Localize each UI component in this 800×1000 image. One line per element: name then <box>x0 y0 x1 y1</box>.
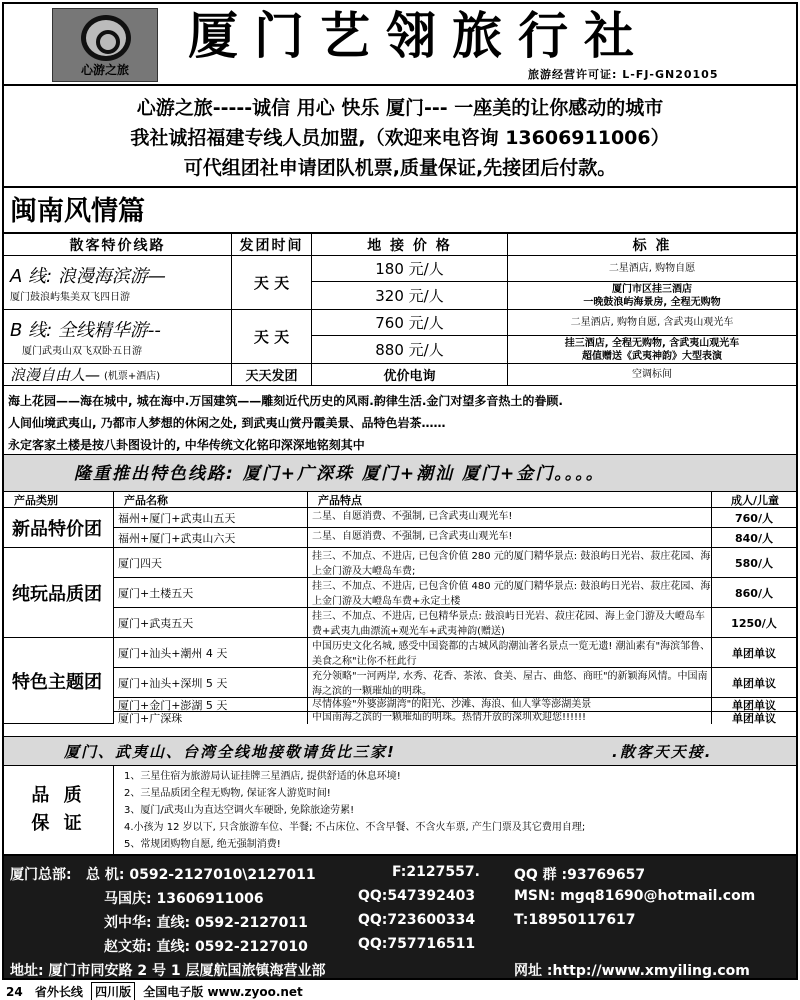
website-link[interactable]: 网址 :http://www.xmyiling.com <box>514 963 750 979</box>
product-header-feature: 产品特点 <box>308 492 712 508</box>
product-feature: 尽情体验"外婆澎湖湾"的阳光、沙滩、海浪、仙人掌等澎湖美景 <box>308 698 712 712</box>
product-feature: 挂三、不加点、不进店, 已包精华景点: 鼓浪屿日光岩、菽庄花园、海上金门游及大嶝岛车费+武夷九曲漂流+观光车+武夷神韵(赠送) <box>308 608 712 638</box>
header-route: 散客特价线路 <box>4 234 232 255</box>
mobile-phone: T:18950117617 <box>514 912 636 928</box>
quality-item: 3、厦门/武夷山为直达空调火车硬卧, 免除旅途劳累! <box>124 805 355 816</box>
contact-person-1: 马国庆: 13606911006 <box>104 891 264 907</box>
product-name: 厦门+武夷五天 <box>114 608 308 638</box>
product-name: 厦门+汕头+深圳 5 天 <box>114 668 308 698</box>
address: 地址: 厦门市同安路 2 号 1 层厦航国旅镇海营业部 <box>10 963 326 979</box>
local-service-banner <box>4 736 796 766</box>
product-name: 福州+厦门+武夷山六天 <box>114 528 308 548</box>
route-c-note: (机票+酒店) <box>104 371 161 382</box>
product-price: 1250/人 <box>712 608 796 638</box>
page-footer <box>0 982 800 1000</box>
product-price: 760/人 <box>712 508 796 528</box>
switchboard: 总 机: 0592-2127010\2127011 <box>86 867 316 883</box>
product-price: 840/人 <box>712 528 796 548</box>
advertisement-page <box>2 2 798 980</box>
category-new-special: 新品特价团 <box>4 508 114 548</box>
highlight-3: 永定客家土楼是按八卦图设计的, 中华传统文化铭印深深地铭刻其中 <box>8 438 365 452</box>
route-c-name-cell <box>4 364 232 385</box>
product-price: 单团单议 <box>712 698 796 712</box>
contact-person-2-qq: QQ:723600334 <box>358 912 476 928</box>
highlight-2: 人间仙境武夷山, 乃都市人梦想的休闲之处, 到武夷山赏丹霞美景、品特色岩茶…… <box>8 416 446 430</box>
product-price: 580/人 <box>712 548 796 578</box>
price-table-header <box>4 234 796 256</box>
page-number: 24 <box>6 985 23 999</box>
route-a-standard-2: 厦门市区挂三酒店 一晚鼓浪屿海景房, 全程无购物 <box>583 283 721 308</box>
header <box>4 4 796 86</box>
product-feature: 中国历史文化名城, 感受中国瓷都的古城风韵潮汕著名景点一览无遗! 潮汕素有"海滨邹鲁、美食之称"让你不枉此行 <box>308 638 712 668</box>
route-a-name: A 线: 浪漫海滨游— <box>10 266 166 287</box>
qq-group: QQ 群 :93769657 <box>514 867 646 883</box>
contact-section <box>4 856 796 980</box>
contact-person-3: 赵文茹: 直线: 0592-2127010 <box>104 939 308 955</box>
product-name: 厦门+广深珠 <box>114 712 308 724</box>
featured-routes-banner: 隆重推出特色线路: 厦门+广深珠 厦门+潮汕 厦门+金门。。。。 <box>4 454 796 492</box>
route-b-standard-2: 挂三酒店, 全程无购物, 含武夷山观光车 超值赠送《武夷神韵》大型表演 <box>564 337 740 362</box>
logo <box>52 8 158 82</box>
product-price: 单团单议 <box>732 712 776 724</box>
route-b-price-1: 760 元/人 <box>312 310 507 336</box>
quality-item: 5、常规团购物自愿, 绝无强制消费! <box>124 839 281 850</box>
footer-section: 省外长线 <box>34 985 83 999</box>
quality-items <box>116 768 796 853</box>
product-name: 厦门+土楼五天 <box>114 578 308 608</box>
route-b-price-2: 880 元/人 <box>375 341 444 359</box>
route-a-time: 天 天 <box>232 256 312 309</box>
contact-person-3-qq: QQ:757716511 <box>358 936 476 952</box>
category-theme: 特色主题团 <box>4 638 114 724</box>
product-header-price: 成人/儿童 <box>712 492 796 508</box>
product-feature: 挂三、不加点、不进店, 已包含价值 480 元的厦门精华景点: 鼓浪屿日光岩、菽庄花园、海上金门游及大嶝岛车费+永定土楼 <box>308 578 712 608</box>
product-price: 单团单议 <box>712 668 796 698</box>
header-standard: 标 准 <box>632 237 672 254</box>
product-feature: 二星、自愿消费、不强制, 已含武夷山观光车! <box>308 528 712 548</box>
msn-link[interactable]: MSN: mgq81690@hotmail.com <box>514 888 756 904</box>
route-a-name-cell <box>4 256 232 309</box>
license-number: 旅游经营许可证: L-FJ-GN20105 <box>528 68 719 81</box>
hq-label: 厦门总部: <box>10 867 72 883</box>
route-a-row <box>4 256 796 310</box>
route-b-time: 天 天 <box>232 310 312 363</box>
product-feature: 充分领略"一河两岸, 水秀、花香、茶浓、食美、屋古、曲悠、商旺"的新颖海风情。中国南海之滨的一颗璀灿的明珠。 <box>308 668 712 698</box>
header-time: 发团时间 <box>232 234 312 255</box>
product-name: 厦门+汕头+潮州 4 天 <box>114 638 308 668</box>
product-header-category: 产品类别 <box>4 492 114 508</box>
footer-edition: 四川版 <box>91 982 135 1000</box>
banner2-left-text: 厦门、武夷山、台湾全线地接敬请货比三家! <box>64 743 396 761</box>
route-c-standard: 空调标间 <box>632 369 672 380</box>
route-a-price-2: 320 元/人 <box>375 287 444 305</box>
quality-guarantee <box>4 766 796 856</box>
quality-label-2: 保 证 <box>31 813 86 834</box>
route-a-price-1: 180 元/人 <box>312 256 507 282</box>
product-name: 厦门四天 <box>114 548 308 578</box>
route-b-standard-1: 二星酒店, 购物自愿, 含武夷山观光车 <box>508 310 796 336</box>
route-c-row <box>4 364 796 386</box>
route-a-standard-cell <box>508 256 796 309</box>
contact-person-2: 刘中华: 直线: 0592-2127011 <box>104 915 308 931</box>
route-a-sub: 厦门鼓浪屿集美双飞四日游 <box>10 292 130 303</box>
product-feature: 挂三、不加点、不进店, 已包含价值 280 元的厦门精华景点: 鼓浪屿日光岩、菽庄花园、海上金门游及大嶝岛车费; <box>308 548 712 578</box>
footer-site[interactable]: 全国电子版 www.zyoo.net <box>143 985 303 999</box>
route-b-name: B 线: 全线精华游-- <box>10 320 161 341</box>
slogan-3: 可代组团社申请团队机票,质量保证,先接团后付款。 <box>183 157 617 179</box>
quality-label <box>4 766 114 854</box>
product-header-name: 产品名称 <box>114 492 308 508</box>
header-price: 地 接 价 格 <box>312 234 508 255</box>
quality-item: 2、三星品质团全程无购物, 保证客人游览时间! <box>124 788 331 799</box>
product-price: 单团单议 <box>712 638 796 668</box>
slogans <box>4 88 796 188</box>
route-c-name: 浪漫自由人— <box>10 366 101 384</box>
quality-label-1: 品 质 <box>31 785 86 806</box>
route-a-price-cell <box>312 256 508 309</box>
route-b-standard-cell <box>508 310 796 363</box>
logo-text: 心游之旅 <box>80 63 129 77</box>
section-title: 闽南风情篇 <box>4 190 796 234</box>
agency-title: 厦门艺翎旅行社 <box>188 7 650 65</box>
route-a-standard-1: 二星酒店, 购物自愿 <box>508 256 796 282</box>
product-feature: 中国南海之滨的一颗璀灿的明珠。热情开放的深圳欢迎您!!!!!! <box>308 712 712 724</box>
product-feature: 二星、自愿消费、不强制, 已含武夷山观光车! <box>308 508 712 528</box>
route-b-row <box>4 310 796 364</box>
route-c-price: 优价电询 <box>312 364 508 385</box>
banner2-right-text: .散客天天接. <box>612 743 713 761</box>
quality-item: 4.小孩为 12 岁以下, 只含旅游车位、半餐; 不占床位、不含早餐、不含火车票, 产生门票及其它费用自理; <box>124 822 586 833</box>
route-c-time: 天天发团 <box>232 364 312 385</box>
route-b-price-cell <box>312 310 508 363</box>
product-name: 厦门+金门+澎湖 5 天 <box>114 698 308 712</box>
highlight-1: 海上花园——海在城中, 城在海中.万国建筑——雕刻近代历史的风雨.韵律生活.金门对望多音热土的眷顾. <box>8 394 563 408</box>
product-price: 860/人 <box>712 578 796 608</box>
slogan-2: 我社诚招福建专线人员加盟,（欢迎来电咨询 13606911006） <box>130 127 670 149</box>
product-name: 福州+厦门+武夷山五天 <box>114 508 308 528</box>
fax: F:2127557. <box>392 864 480 880</box>
logo-mark-icon <box>81 15 131 61</box>
contact-person-1-qq: QQ:547392403 <box>358 888 476 904</box>
slogan-1: 心游之旅-----诚信 用心 快乐 厦门--- 一座美的让你感动的城市 <box>136 97 664 119</box>
category-pure-quality: 纯玩品质团 <box>4 548 114 638</box>
route-b-sub: 厦门武夷山双飞双卧五日游 <box>22 346 142 357</box>
route-b-name-cell <box>4 310 232 363</box>
quality-item: 1、三星住宿为旅游局认证挂牌三星酒店, 提供舒适的休息环境! <box>124 771 401 782</box>
